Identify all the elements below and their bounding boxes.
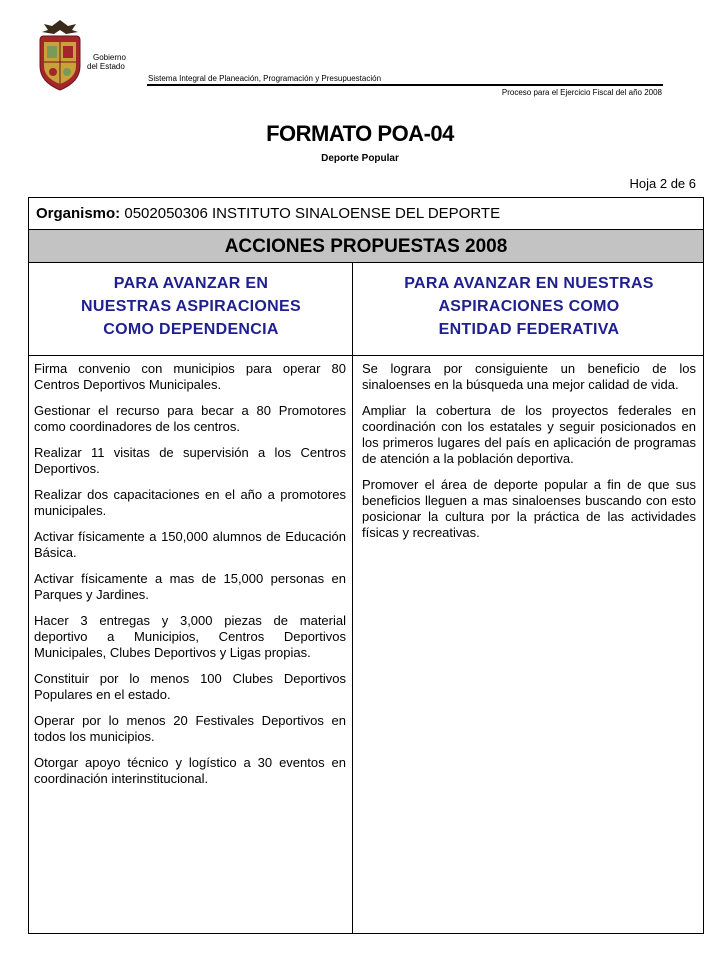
list-item: Se lograra por consiguiente un beneficio de los sinaloenses en la búsqueda una mejor calidad de vida. — [362, 361, 696, 392]
column-divider — [352, 263, 353, 933]
list-item: Activar físicamente a mas de 15,000 personas en Parques y Jardines. — [34, 571, 346, 602]
organismo-value: 0502050306 INSTITUTO SINALOENSE DEL DEPORTE — [124, 205, 501, 222]
left-column-header — [33, 272, 349, 341]
right-header-line: PARA AVANZAR EN NUESTRAS — [404, 275, 654, 292]
gobierno-label: Gobierno — [93, 53, 126, 62]
list-item: Otorgar apoyo técnico y logístico a 30 eventos en coordinación interinstitucional. — [34, 755, 346, 786]
list-item: Activar físicamente a 150,000 alumnos de Educación Básica. — [34, 529, 346, 560]
state-seal-icon — [34, 18, 86, 94]
header-divider — [29, 355, 703, 356]
right-action-list — [362, 361, 696, 551]
process-text: Proceso para el Ejercicio Fiscal del año 2008 — [501, 88, 662, 97]
left-header-line: PARA AVANZAR EN — [113, 275, 269, 292]
system-name: Sistema Integral de Planeación, Programación y Presupuestación — [148, 74, 382, 83]
list-item: Hacer 3 entregas y 3,000 piezas de material deportivo a Municipios, Centros Deportivos Municipales, Clubes Deportivos y Ligas propias. — [34, 613, 346, 660]
document-subtitle: Deporte Popular — [321, 153, 399, 164]
left-header-line: NUESTRAS ASPIRACIONES — [81, 298, 301, 315]
left-action-list — [34, 361, 346, 797]
del-estado-label: del Estado — [87, 62, 125, 71]
page-indicator: Hoja 2 de 6 — [629, 176, 696, 191]
header-rule — [147, 84, 663, 86]
organismo-row — [29, 198, 703, 230]
right-column-header — [357, 272, 701, 341]
section-title: ACCIONES PROPUESTAS 2008 — [29, 230, 703, 263]
list-item: Promover el área de deporte popular a fin de que sus beneficios lleguen a mas sinaloenses buscando con esto posicionar la cultura por la práctica de las actividades físicas y recreativas. — [362, 477, 696, 540]
right-header-line: ENTIDAD FEDERATIVA — [438, 321, 620, 338]
actions-table — [28, 197, 704, 934]
list-item: Constituir por lo menos 100 Clubes Deportivos Populares en el estado. — [34, 671, 346, 702]
list-item: Ampliar la cobertura de los proyectos federales en coordinación con los estatales y seguir posicionados en los primeros lugares del país en aplicación de programas de atención a la población deportiva. — [362, 403, 696, 466]
list-item: Realizar dos capacitaciones en el año a promotores municipales. — [34, 487, 346, 518]
left-header-line: COMO DEPENDENCIA — [103, 321, 279, 338]
list-item: Operar por lo menos 20 Festivales Deportivos en todos los municipios. — [34, 713, 346, 744]
list-item: Realizar 11 visitas de supervisión a los Centros Deportivos. — [34, 445, 346, 476]
organismo-label: Organismo: — [36, 205, 121, 222]
list-item: Gestionar el recurso para becar a 80 Promotores como coordinadores de los centros. — [34, 403, 346, 434]
list-item: Firma convenio con municipios para operar 80 Centros Deportivos Municipales. — [34, 361, 346, 392]
document-title: FORMATO POA-04 — [266, 121, 454, 146]
right-header-line: ASPIRACIONES COMO — [438, 298, 620, 315]
